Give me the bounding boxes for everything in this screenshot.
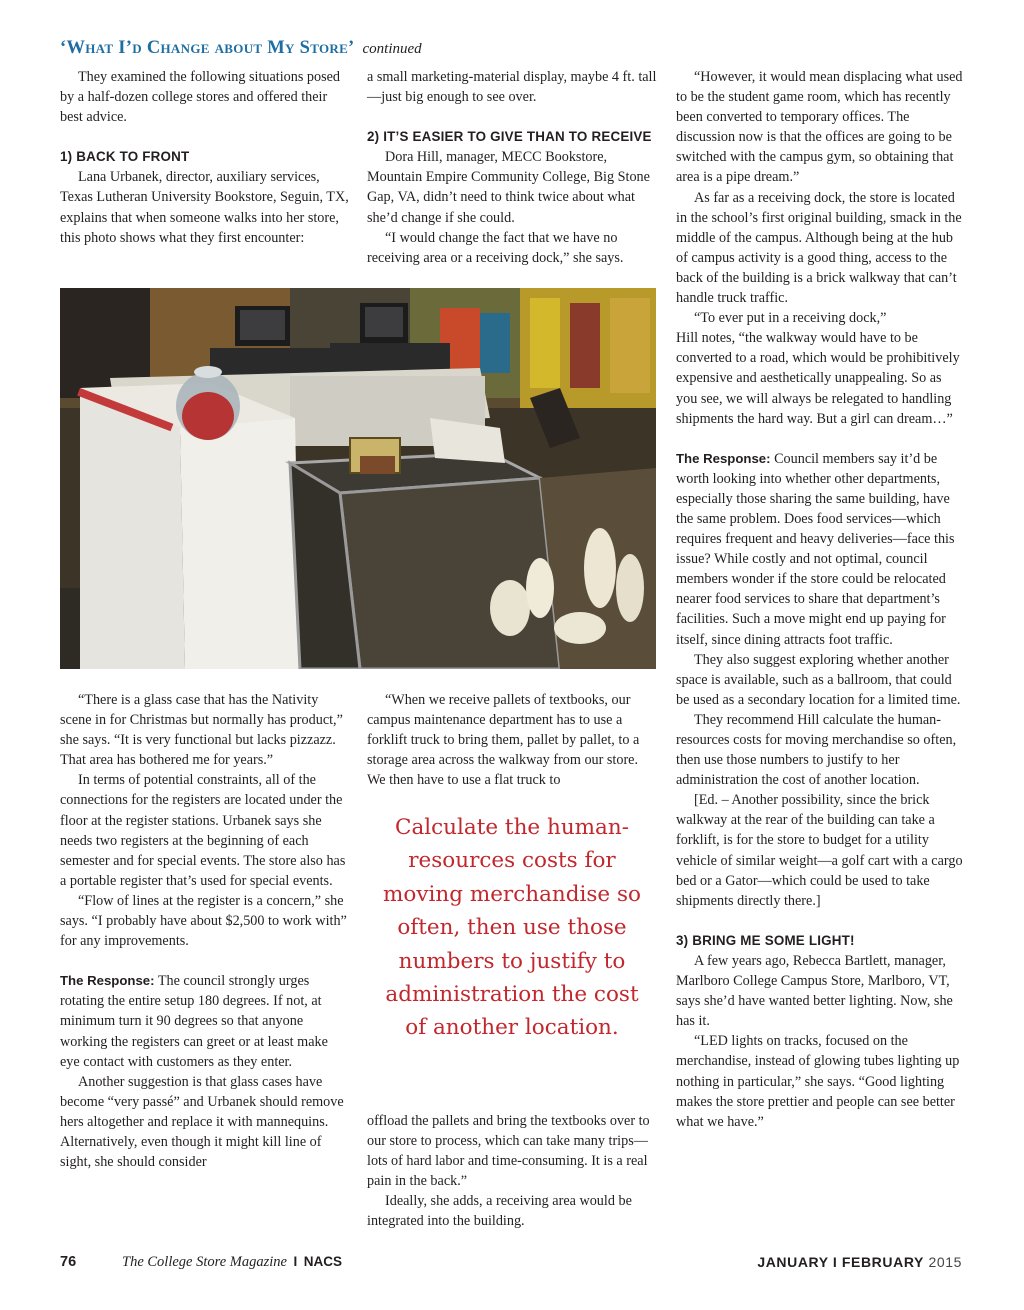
section-heading: 2) IT’S EASIER TO GIVE THAN TO RECEIVE xyxy=(367,129,652,145)
continued-label: continued xyxy=(362,41,422,57)
section-heading: 3) BRING ME SOME LIGHT! xyxy=(676,932,855,948)
response-paragraph xyxy=(676,449,966,650)
paragraph: In terms of potential constraints, all of the connections for the registers are located under the floor at the register stations. Urbanek says she needs two registers at the beginning of each semester and for special events. The store also has a portable register that’s used for special events. xyxy=(60,772,346,889)
paragraph: They recommend Hill calculate the human-resources costs for moving merchandise so often, then use those numbers to justify to her administration the cost of another location. xyxy=(676,711,957,789)
response-text: The council strongly urges rotating the entire setup 180 degrees. If not, at minimum turn it 90 degrees so that anyone working the registers can greet or at least make eye contact with customers as they enter. xyxy=(60,973,328,1070)
paragraph: “I would change the fact that we have no receiving area or a receiving dock,” she says. xyxy=(367,229,624,266)
issue-months: JANUARY I FEBRUARY xyxy=(757,1254,924,1270)
column-2-bottom xyxy=(367,1111,659,1232)
response-paragraph xyxy=(60,971,350,1071)
pull-quote: Calculate the human-resources costs for moving merchandise so often, then use those numbers to justify to administration the cost of another location. xyxy=(383,815,641,1041)
paragraph: “When we receive pallets of textbooks, our campus maintenance department has to use a forklift truck to bring them, pallet by pallet, to a storage area across the walkway from our store. We then have to use a flat truck to xyxy=(367,692,640,789)
footer-separator: I xyxy=(293,1254,298,1269)
article-header xyxy=(60,38,422,62)
paragraph: “Flow of lines at the register is a concern,” she says. “I probably have about $2,500 to work with” for any improvements. xyxy=(60,892,347,950)
issue-date xyxy=(757,1254,962,1270)
column-2-top xyxy=(367,67,659,268)
paragraph: As far as a receiving dock, the store is located in the school’s first original building, smack in the middle of the campus. Although being at the hub of campus activity is a good thing, access to the back of the building is a brick walkway that can’t handle truck traffic. xyxy=(676,189,962,307)
paragraph: a small marketing-material display, maybe 4 ft. tall—just big enough to see over. xyxy=(367,69,657,106)
paragraph: [Ed. – Another possibility, since the brick walkway at the rear of the building can take a forklift, is for the store to budget for a utility vehicle of similar weight—a golf cart with a cargo bed or a Gator—which could be used to take shipments directly there.] xyxy=(676,792,963,909)
response-text: Council members say it’d be worth looking into whether other departments, especially those sharing the same building, have the same problem. Does food services—which requires frequent and heavy deliveries—face this issue? While costly and not optimal, council members wonder if the store could be relocated nearer food services to share that department’s facilities. Such a move might end up paying for itself, since dining attracts foot traffic. xyxy=(676,450,955,648)
issue-year: 2015 xyxy=(928,1254,962,1270)
column-3 xyxy=(676,67,966,1132)
article-title: ‘What I’d Change about My Store’ xyxy=(60,38,355,58)
paragraph: They also suggest exploring whether another space is available, such as a ballroom, that could be used as a secondary location for a limited time. xyxy=(676,651,961,708)
response-label: The Response: xyxy=(676,450,771,466)
paragraph: Ideally, she adds, a receiving area would be integrated into the building. xyxy=(367,1193,632,1230)
paragraph: Dora Hill, manager, MECC Bookstore, Mountain Empire Community College, Big Stone Gap, VA, didn’t need to think twice about what she’d change if she could. xyxy=(367,149,650,226)
store-photo xyxy=(60,288,656,669)
paragraph: “There is a glass case that has the Nativity scene in for Christmas but normally has product,” she says. “It is very functional but lacks pizzazz. That area has bothered me for years.” xyxy=(60,692,343,769)
section-heading: 1) BACK TO FRONT xyxy=(60,149,190,165)
paragraph: They examined the following situations posed by a half-dozen college stores and offered their best advice. xyxy=(60,69,341,126)
column-1-bottom xyxy=(60,690,350,1172)
organization-name: NACS xyxy=(303,1254,343,1269)
paragraph: A few years ago, Rebecca Bartlett, manager, Marlboro College Campus Store, Marlboro, VT, says she’d have wanted better lighting. Now, she has it. xyxy=(676,952,953,1030)
paragraph: “LED lights on tracks, focused on the merchandise, instead of glowing tubes lighting up nothing in particular,” she says. “Good lighting makes the store prettier and people can see better what we have.” xyxy=(676,1033,960,1130)
paragraph: Another suggestion is that glass cases have become “very passé” and Urbanek should remove hers altogether and replace it with mannequins. Alternatively, even though it might kill line of sight, she should consider xyxy=(60,1073,344,1171)
paragraph: Hill notes, “the walkway would have to be converted to a road, which would be prohibitively expensive and aesthetically unappealing. So as you see, we will always be relegated to handling shipments the hard way. But a girl can dream…” xyxy=(676,330,960,427)
column-1-top xyxy=(60,67,350,248)
magazine-credit xyxy=(122,1254,342,1271)
paragraph: “However, it would mean displacing what used to be the student game room, which has recently been converted to temporary offices. The discussion now is that the offices are going to be switched with the campus gym, so obtaining that area is a pipe dream.” xyxy=(676,69,963,186)
paragraph: offload the pallets and bring the textbooks over to our store to process, which can take many trips—lots of hard labor and time-consuming. It is a real pain in the back.” xyxy=(367,1113,650,1190)
paragraph: “To ever put in a receiving dock,” xyxy=(694,310,887,327)
response-label: The Response: xyxy=(60,973,155,989)
paragraph: Lana Urbanek, director, auxiliary services, Texas Lutheran University Bookstore, Seguin, TX, explains that when someone walks into her store, this photo shows what they first encounter: xyxy=(60,169,349,246)
page-number: 76 xyxy=(60,1254,77,1270)
column-2-middle xyxy=(367,690,659,790)
magazine-name: The College Store Magazine xyxy=(122,1254,287,1270)
